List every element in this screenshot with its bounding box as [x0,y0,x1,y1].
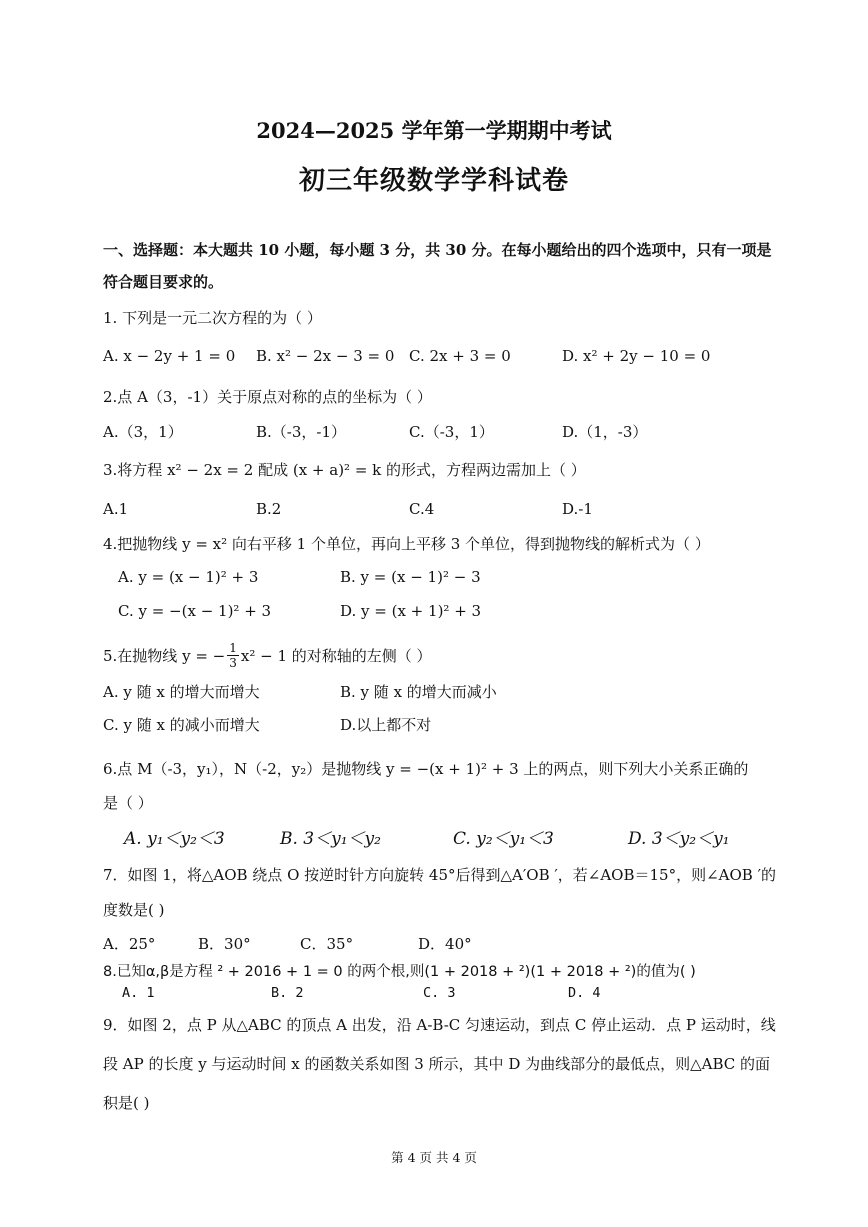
question-5-option-c: C. y 随 x 的减小而增大 [103,716,260,734]
question-8-option-b: B. 2 [271,985,304,1001]
question-2-option-c: C.（-3，1） [409,423,494,441]
question-3-stem: 3.将方程 x² − 2x = 2 配成 (x + a)² = k 的形式，方程两边需加上（ ） [103,461,586,479]
question-4-option-d: D. y = (x + 1)² + 3 [340,602,482,620]
question-7-option-a: A．25° [103,935,156,953]
question-4-stem: 4.把抛物线 y = x² 向右平移 1 个单位，再向上平移 3 个单位，得到抛物线的解析式为（ ） [103,535,710,553]
question-3-option-c: C.4 [409,500,435,518]
question-2-option-b: B.（-3，-1） [256,423,347,441]
question-5-option-b: B. y 随 x 的增大而减小 [340,683,497,701]
question-6-stem-line2: 是（ ） [103,794,153,812]
question-7-stem-line2: 度数是( ) [103,901,165,919]
question-5-option-d: D.以上都不对 [340,716,432,734]
section-instructions-line1: 一、选择题：本大题共 10 小题，每小题 3 分，共 30 分。在每小题给出的四个选项中，只有一项是 [103,241,772,259]
question-3-option-b: B.2 [256,500,282,518]
question-8-stem: 8.已知α,β是方程 ² + 2016 + 1 = 0 的两个根,则(1 + 2018 + ²)(1 + 2018 + ²)的值为( ) [103,964,696,980]
question-3-option-a: A.1 [103,500,129,518]
question-5-stem [103,641,432,670]
question-5-stem-prefix: 5.在抛物线 y = − [103,647,226,665]
question-9-stem-line3: 积是( ) [103,1094,150,1112]
question-2-option-d: D.（1，-3） [562,423,648,441]
question-1-option-d: D. x² + 2y − 10 = 0 [562,347,711,365]
question-7-option-c: C．35° [300,935,354,953]
question-9-stem-line1: 9．如图 2，点 P 从△ABC 的顶点 A 出发，沿 A-B-C 匀速运动，到点 C 停止运动．点 P 运动时，线 [103,1016,776,1034]
question-1-option-a: A. x − 2y + 1 = 0 [103,347,236,365]
question-8-option-c: C. 3 [423,985,456,1001]
question-8-option-d: D. 4 [568,985,601,1001]
question-5-fraction [227,641,239,670]
question-1-stem: 1. 下列是一元二次方程的为（ ） [103,309,322,327]
question-5-stem-suffix: x² − 1 的对称轴的左侧（ ） [240,647,432,665]
question-6-stem-line1: 6.点 M（-3，y₁），N（-2，y₂）是抛物线 y = −(x + 1)² + 3 上的两点，则下列大小关系正确的 [103,760,749,778]
exam-title: 2024—2025 学年第一学期期中考试 [256,118,612,143]
question-6-option-a: A. y₁＜y₂＜3 [124,829,225,849]
question-2-stem: 2.点 A（3，-1）关于原点对称的点的坐标为（ ） [103,388,432,406]
question-3-option-d: D.-1 [562,500,593,518]
question-7-stem-line1: 7．如图 1，将△AOB 绕点 O 按逆时针方向旋转 45°后得到△A′OB ′，若∠AOB＝15°，则∠AOB ′的 [103,866,776,884]
question-1-option-b: B. x² − 2x − 3 = 0 [256,347,395,365]
question-5-option-a: A. y 随 x 的增大而增大 [103,683,260,701]
question-2-option-a: A.（3，1） [103,423,183,441]
exam-subtitle: 初三年级数学学科试卷 [298,166,569,196]
question-4-option-a: A. y = (x − 1)² + 3 [118,568,259,586]
question-1-option-c: C. 2x + 3 = 0 [409,347,511,365]
section-instructions-line2: 符合题目要求的。 [103,273,224,291]
question-4-option-c: C. y = −(x − 1)² + 3 [118,602,272,620]
question-7-option-d: D．40° [418,935,472,953]
question-8-option-a: A. 1 [122,985,155,1001]
question-6-option-c: C. y₂＜y₁＜3 [453,829,554,849]
question-6-option-b: B. 3＜y₁＜y₂ [280,829,381,849]
question-6-option-d: D. 3＜y₂＜y₁ [628,829,730,849]
question-7-option-b: B．30° [198,935,251,953]
question-4-option-b: B. y = (x − 1)² − 3 [340,568,481,586]
question-9-stem-line2: 段 AP 的长度 y 与运动时间 x 的函数关系如图 3 所示，其中 D 为曲线部分的最低点，则△ABC 的面 [103,1055,771,1073]
page-footer: 第 4 页 共 4 页 [391,1150,477,1165]
question-5-fraction-numerator: 1 [229,641,237,655]
question-5-fraction-denominator: 3 [229,656,237,670]
